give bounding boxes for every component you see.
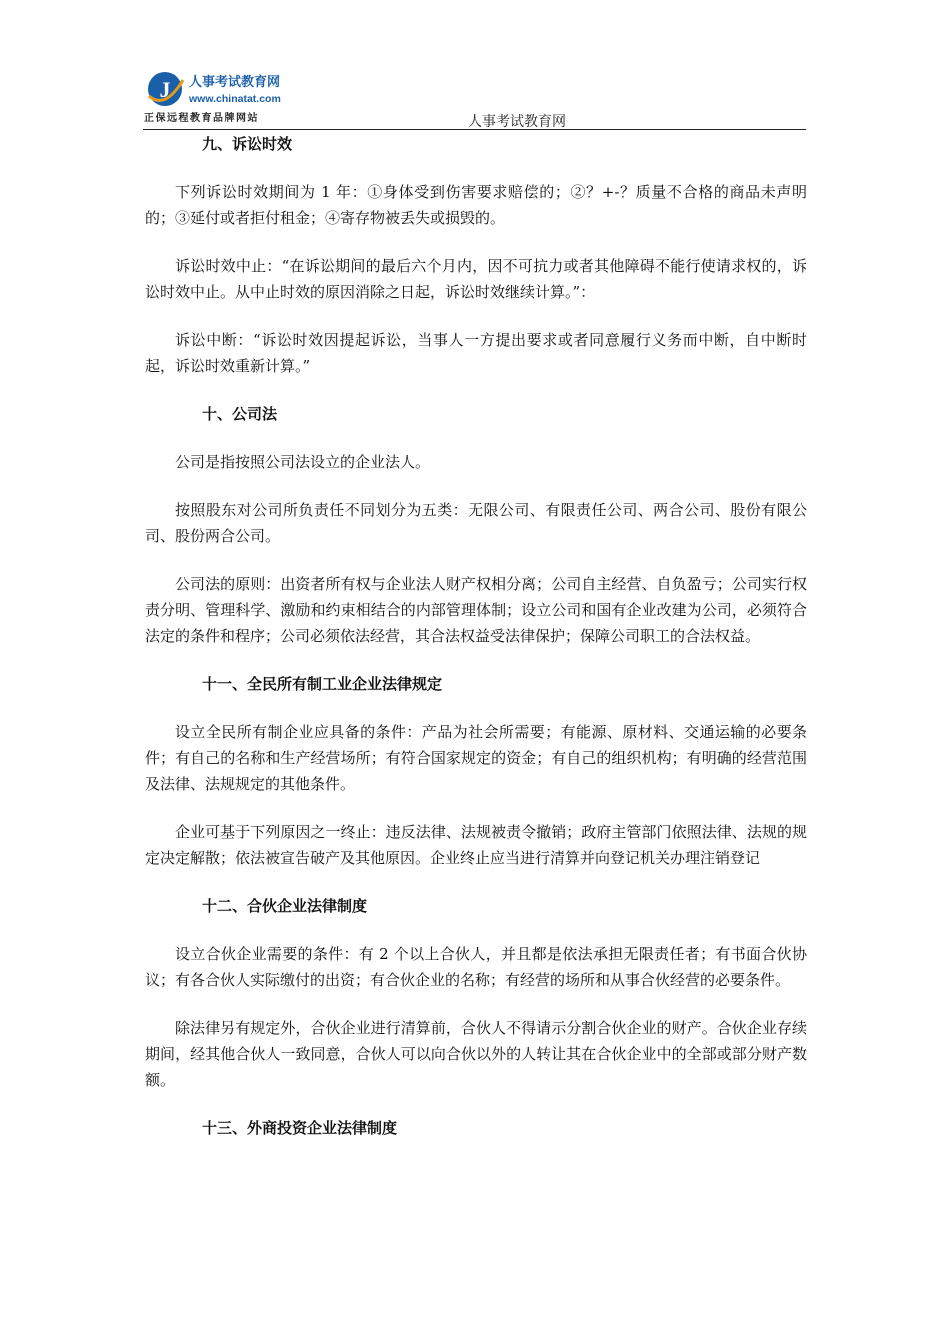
paragraph: 企业可基于下列原因之一终止：违反法律、法规被责令撤销；政府主管部门依照法律、法规的规定决定解散；依法被宣告破产及其他原因。企业终止应当进行清算并向登记机关办理注销登记 (145, 823, 807, 867)
paragraph: 公司是指按照公司法设立的企业法人。 (175, 453, 431, 471)
paragraph: 诉讼中断：“诉讼时效因提起诉讼，当事人一方提出要求或者同意履行义务而中断，自中断时起，诉讼时效重新计算。” (145, 331, 807, 375)
logo-url: www.chinatat.com (189, 93, 281, 105)
paragraph: 除法律另有规定外，合伙企业进行清算前，合伙人不得请示分割合伙企业的财产。合伙企业存续期间，经其他合伙人一致同意，合伙人可以向合伙以外的人转让其在合伙企业中的全部或部分财产数额。 (145, 1019, 807, 1089)
svg-text:J: J (159, 77, 171, 102)
logo-slogan: 正保远程教育品牌网站 (144, 113, 259, 124)
section-statute-of-limitations (145, 131, 807, 401)
page-header (143, 66, 806, 128)
paragraph: 设立全民所有制企业应具备的条件：产品为社会所需要；有能源、原材料、交通运输的必要条件；有自己的名称和生产经营场所；有符合国家规定的资金；有自己的组织机构；有明确的经营范围及法律、法规规定的其他条件。 (145, 723, 807, 793)
paragraph: 下列诉讼时效期间为 1 年：①身体受到伤害要求赔偿的；②？+-？质量不合格的商品未声明的；③延付或者拒付租金；④寄存物被丢失或损毁的。 (145, 183, 807, 227)
header-rule (143, 129, 806, 130)
section-heading: 十三、外商投资企业法律制度 (202, 1119, 398, 1137)
section-partnership-law (145, 893, 807, 1115)
paragraph: 按照股东对公司所负责任不同划分为五类：无限公司、有限责任公司、两合公司、股份有限公司、股份两合公司。 (145, 501, 807, 545)
section-foreign-investment-law (145, 1115, 807, 1141)
section-state-owned-enterprise-law (145, 671, 807, 893)
section-heading: 十二、合伙企业法律制度 (202, 897, 368, 915)
document-body (145, 131, 807, 1141)
paragraph: 公司法的原则：出资者所有权与企业法人财产权相分离；公司自主经营、自负盈亏；公司实行权责分明、管理科学、激励和约束相结合的内部管理体制；设立公司和国有企业改建为公司，必须符合法定的条件和程序；公司必须依法经营，其合法权益受法律保护；保障公司职工的合法权益。 (145, 575, 807, 645)
section-company-law (145, 401, 807, 671)
section-heading: 十一、全民所有制工业企业法律规定 (202, 675, 443, 693)
paragraph: 诉讼时效中止：“在诉讼期间的最后六个月内，因不可抗力或者其他障碍不能行使请求权的，诉讼时效中止。从中止时效的原因消除之日起，诉讼时效继续计算。”： (145, 257, 807, 301)
chinatat-logo (143, 66, 305, 126)
header-site-name: 人事考试教育网 (468, 114, 566, 130)
paragraph: 设立合伙企业需要的条件：有 2 个以上合伙人，并且都是依法承担无限责任者；有书面合伙协议；有各合伙人实际缴付的出资；有合伙企业的名称；有经营的场所和从事合伙经营的必要条件。 (145, 945, 807, 989)
section-heading: 九、诉讼时效 (202, 135, 293, 153)
section-heading: 十、公司法 (202, 405, 278, 423)
logo-title: 人事考试教育网 (189, 75, 281, 90)
